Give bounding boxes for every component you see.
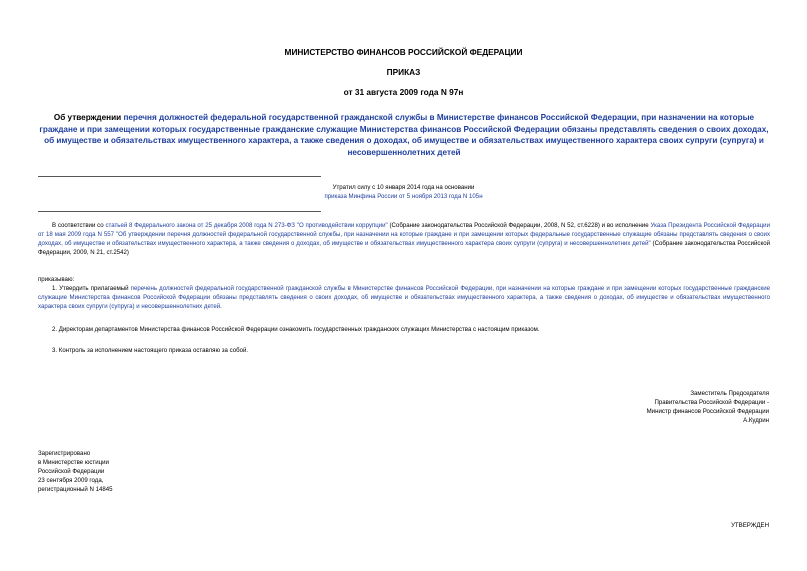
ministry-heading: МИНИСТЕРСТВО ФИНАНСОВ РОССИЙСКОЙ ФЕДЕРАЦИИ (284, 47, 523, 57)
title-link[interactable]: перечня должностей федеральной государственной гражданской службы в Министерстве финансов Российской Федерации, при назначении на которые граждане и при замещении которых государственные гражданские служащие Министерства финансов Российской Федерации обязаны представлять сведения о своих доходах, об имуществе и обязательствах имущественного характера, а также сведения о доходах, об имуществе и обязательствах имущественного характера своих супруги (супруга) и несовершеннолетних детей (39, 113, 769, 157)
preamble-paragraph (38, 222, 770, 258)
preamble-text-3: (Собрание законодательства Российской Федерации, 2009, N 21, ст.2542) (38, 239, 770, 256)
doc-date-number: от 31 августа 2009 года N 97н (343, 87, 464, 97)
registration-line-3: Российской Федерации (38, 467, 105, 475)
approved-stamp: УТВЕРЖДЕН (731, 522, 769, 529)
registration-line-2: в Министерстве юстиции (38, 458, 109, 466)
status-note (0, 184, 807, 202)
preamble-law-link[interactable]: статьей 8 Федерального закона от 25 декабря 2008 года N 273-ФЗ "О противодействии коррупции" (105, 222, 388, 229)
divider-top (38, 176, 321, 177)
preamble-text-1: В соответствии со (52, 222, 106, 229)
signature-line-1: Заместитель Председателя (690, 390, 769, 397)
registration-block (38, 450, 113, 495)
document-title (36, 112, 772, 158)
item-2: 2. Директорам департаментов Министерства финансов Российской Федерации ознакомить государственных гражданских служащих Министерства с настоящим приказом. (52, 326, 540, 333)
preamble-decree-link[interactable]: Указа Президента Российской Федерации от 18 мая 2009 года N 557 "Об утверждении перечня должностей федеральной государственной службы, при назначении на которые граждане и при замещении которых федеральные государственные служащие обязаны представлять сведения о своих доходах, об имуществе и обязательствах имущественного характера, а также сведения о доходах, об имуществе и обязательствах имущественного характера своих супруги (супруга) и несовершеннолетних детей" (38, 222, 770, 247)
divider-bottom (38, 211, 321, 212)
registration-line-4: 23 сентября 2009 года, (38, 476, 104, 484)
order-word: приказываю: (38, 276, 75, 283)
item-1 (38, 285, 770, 312)
title-prefix: Об утверждении (53, 113, 124, 122)
registration-line-1: Зарегистрировано (38, 450, 91, 457)
signature-name: А.Кудрин (743, 416, 769, 424)
item-1-text: 1. Утвердить прилагаемый (52, 285, 131, 292)
signature-block (647, 390, 769, 426)
doc-type-heading: ПРИКАЗ (386, 67, 421, 77)
status-note-text: Утратил силу с 10 января 2014 года на основании (332, 184, 475, 191)
registration-line-5: регистрационный N 14845 (38, 485, 113, 493)
item-1-link[interactable]: перечень должностей федеральной государственной гражданской службы в Министерстве финансов Российской Федерации, при назначении на которые граждане и при замещении которых государственные гражданские служащие Министерства финансов Российской Федерации обязаны представлять сведения о своих доходах, об имуществе и обязательствах имущественного характера, а также сведения о доходах, об имуществе и обязательствах имущественного характера своих супруги (супруга) и несовершеннолетних детей (38, 285, 771, 310)
signature-line-2: Правительства Российской Федерации - (654, 398, 769, 406)
signature-line-3: Министр финансов Российской Федерации (646, 407, 769, 415)
preamble-text-2: (Собрание законодательства Российской Федерации, 2008, N 52, ст.6228) и во исполнение (387, 222, 651, 229)
item-3: 3. Контроль за исполнением настоящего приказа оставляю за собой. (52, 347, 249, 354)
status-note-link[interactable]: приказа Минфина России от 5 ноября 2013 года N 105н (324, 192, 483, 200)
item-1-end: . (220, 302, 222, 310)
